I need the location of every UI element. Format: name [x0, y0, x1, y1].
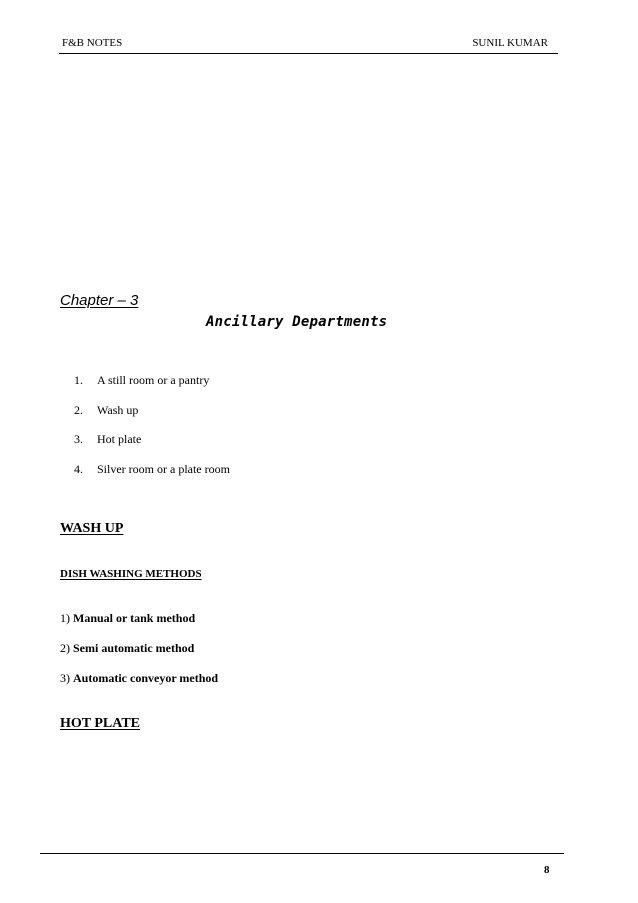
method-text: Semi automatic method	[73, 641, 195, 655]
department-list	[74, 372, 230, 490]
wash-up-heading: WASH UP	[60, 521, 124, 536]
list-item	[74, 431, 230, 461]
method-text: Manual or tank method	[73, 611, 196, 625]
header-rule	[59, 53, 558, 54]
list-item	[74, 402, 230, 432]
footer-rule	[40, 853, 564, 854]
list-item-number: 4.	[74, 461, 83, 476]
dish-washing-methods-heading: DISH WASHING METHODS	[60, 568, 202, 580]
method-item	[60, 641, 194, 656]
method-number: 1)	[60, 611, 70, 625]
list-item-number: 1.	[74, 373, 83, 387]
list-item-number: 3.	[74, 432, 83, 446]
method-text: Automatic conveyor method	[73, 671, 219, 685]
method-number: 3)	[60, 671, 70, 685]
list-item	[74, 372, 230, 402]
hot-plate-heading: HOT PLATE	[60, 716, 141, 731]
list-item-text: Hot plate	[97, 432, 142, 446]
chapter-label: Chapter – 3	[60, 292, 139, 309]
list-item-text: A still room or a pantry	[97, 373, 210, 387]
list-item-text: Silver room or a plate room	[97, 461, 230, 476]
header-right-text: SUNIL KUMAR	[472, 37, 548, 49]
page-number: 8	[544, 864, 550, 876]
method-number: 2)	[60, 641, 70, 655]
list-item-number: 2.	[74, 402, 83, 417]
method-item	[60, 611, 195, 626]
method-item	[60, 671, 218, 686]
chapter-title: Ancillary Departments	[206, 314, 388, 330]
list-item-text: Wash up	[97, 402, 139, 417]
header-left-text: F&B NOTES	[62, 37, 123, 49]
list-item	[74, 461, 230, 491]
